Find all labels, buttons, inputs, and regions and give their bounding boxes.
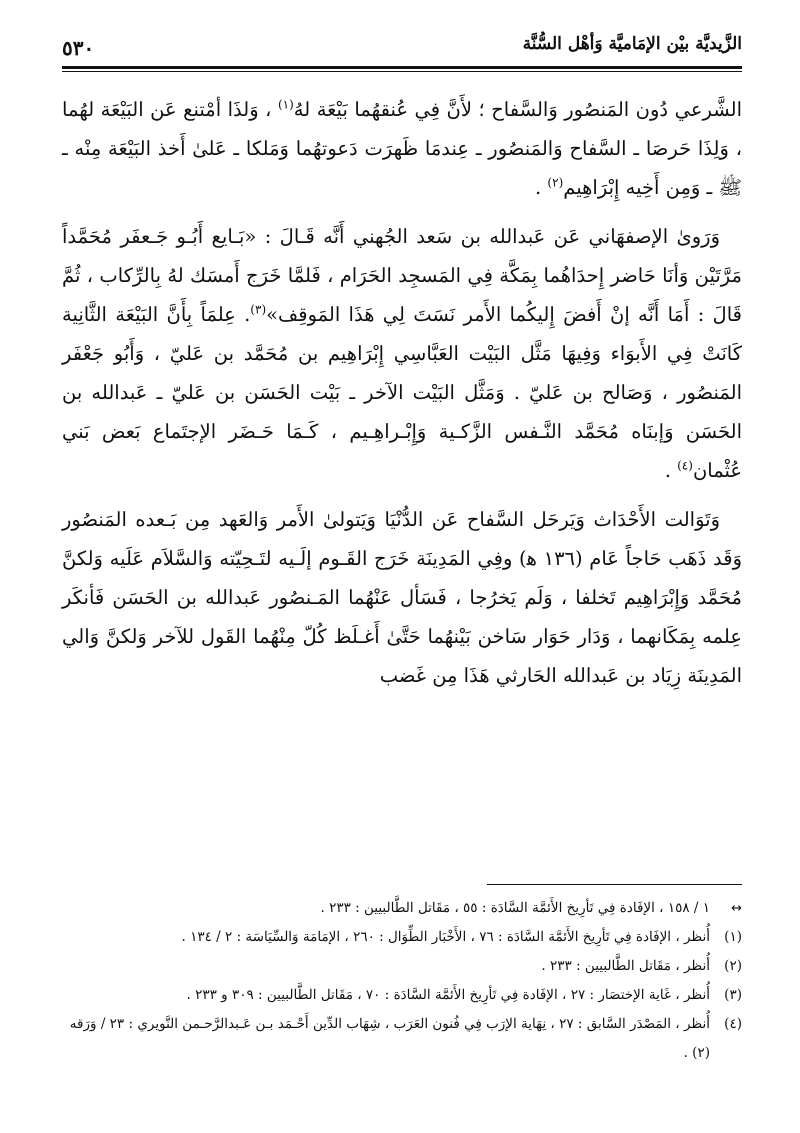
paragraph-2-part-1: وَرَوىٰ الإصفهَاني عَن عَبدالله بن سَعد الجُهني أَنَّه قَـالَ : «بَـايع أَبُـو جَـعفَر مُحَمَّداً مَرَّتَيْن وَأنَا حَاضر إِحدَاهُما بِمَكَّة فِي المَسجِد الحَرَام ، فَلمَّا خَرَج أَمسَك لهُ بِالرِّكاب ، ثُمَّ قَالَ : أَمَا أَنَّه إنْ أَفضَ إِليكُما الأَمر نَسَتَ لِي هَذَا المَوقِف» — [62, 225, 742, 326]
footnote-text: أُنظر ، غَاية الإختصَار : ٢٧ ، الإفَادة فِي تَأرِيخ الأَئمَّة السَّادَة : ٧٠ ، مَقَاتل الطَّالبيين : ٣٠٩ و ٢٣٣ . — [186, 987, 710, 1003]
footnotes — [62, 894, 742, 1068]
footnote-number: (١) — [724, 929, 742, 945]
paragraph-1-part-2: ، وَلذَا أمْتنع عَن البَيْعَة لهُما ، وَلِذَا حَرصَا ـ السَّفاح وَالمَنصُور ـ عِندمَا ظَهرَت دَعوتهُما وَمَلكا ـ عَلىٰ أَخذ البَيْعَة مِنْه ـ ﷺ ـ وَمِن أَخِيه إِبْرَاهِيم — [62, 98, 742, 199]
paragraph-2-part-2: . عِلمَاً بِأَنَّ البَيْعَة الثَّانِية كَانَتْ فِي الأَبوَاء وَفِيهَا مَثَّل البَيْت العَبَّاسِي إِبْرَاهِيم بن مُحَمَّد بن عَليّ ، وَأَبُو جَعْفَر المَنصُور ، وَصَالح بن عَليّ . وَمَثَّل البَيْت الآخر ـ بَيْت الحَسَن بن عَليّ ـ عَبدالله بن الحَسَن وَإبنَاه مُحَمَّد النَّـفس الزَّكـية وَإِبْـراهِـيم ، كَـمَا حَـضَر الإجتَماع بَعض بَني عُثْمان — [62, 303, 742, 482]
footnote-ref-4[interactable]: (٤) — [677, 458, 693, 473]
footnote-3 — [62, 981, 742, 1010]
footnote-number: (٤) — [724, 1016, 742, 1032]
footnote-text: أُنظر ، الإفَادة فِي تَأرِيخ الأَئمَّة السَّادَة : ٧٦ ، الأَخْبَار الطِّوَال : ٢٦٠ ، الإمَامَة وَالسِّيَاسَة : ٢ / ١٣٤ . — [181, 929, 710, 945]
page-number: ٥٣٠ — [62, 36, 95, 60]
footnote-separator — [487, 884, 742, 885]
footnote-text: ١ / ١٥٨ ، الإفَادة فِي تَأرِيخ الأَئمَّة السَّادَة : ٥٥ ، مَقَاتل الطَّالبيين : ٢٣٣ . — [320, 900, 710, 916]
paragraph-1-part-3: . — [535, 176, 542, 199]
footnote-text: أُنظر ، المَصْدَر السَّابق : ٢٧ ، نِهَاية الإرَب فِي فُنون العَرَب ، شِهَاب الدِّين أَحْـمَد بـن عَـبدالرَّحـمن النَّويري : ٢٣ / وَرَقه (٢) . — [69, 1016, 710, 1061]
running-title: الزَّيديَّة بيْن الإمَاميَّة وَأهْل السُّنَّة — [522, 34, 742, 54]
main-text — [62, 90, 742, 705]
footnote-ref-2[interactable]: (٢) — [547, 175, 564, 190]
footnote-text: أُنظر ، مَقَاتل الطَّالبيين : ٢٣٣ . — [541, 958, 710, 974]
header-rule — [62, 66, 742, 69]
continuation-arrow-icon: ↔ — [731, 901, 742, 916]
footnote-2 — [62, 952, 742, 981]
paragraph-2 — [62, 217, 742, 490]
footnote-number: (٣) — [724, 987, 742, 1003]
footnote-1 — [62, 923, 742, 952]
paragraph-1-part-1: الشَّرعي دُون المَنصُور وَالسَّفاح ؛ لأَنَّ فِي عُنقهُما بَيْعَة لهُ — [293, 98, 743, 121]
page-header — [62, 28, 742, 64]
book-page — [62, 28, 742, 1113]
paragraph-3: وَتَوَالت الأَحْدَاث وَيَرحَل السَّفاح عَن الدُّنْيَا وَيَتولىٰ الأَمر وَالعَهد مِن بَـعده المَنصُور وَقَد ذَهَب حَاجاً عَام (١٣٦ ه‍) وفِي المَدِينَة خَرَج القَـوم إلَـيه لتَـحِيّته وَالسَّلاَم عَلَيه وَلكنَّ مُحَمَّد وَإِبْرَاهِيم تَخلفا ، وَلَم يَخرُجا ، فَسَأل عَنْهُما المَـنصُور عَبدالله بن الحَسَن فَأنكَر عِلمه بِمَكَانهما ، وَدَار حَوَار سَاخن بَيْنهُما حَتَّىٰ أَغـلَظ كُلّ مِنْهُما القَول للآخر وَلكنَّ وَالي المَدِينَة زِيَاد بن عَبدالله الحَارثي هَذَا مِن غَضب — [62, 508, 742, 687]
footnote-continuation — [62, 894, 742, 923]
footnote-ref-3[interactable]: (٣) — [250, 302, 267, 317]
footnote-number: (٢) — [724, 958, 742, 974]
paragraph-2-part-3: . — [664, 459, 671, 482]
header-rule-thin — [62, 71, 742, 72]
footnote-4 — [62, 1010, 742, 1068]
footnote-ref-1[interactable]: (١) — [277, 97, 294, 112]
paragraph-1 — [62, 90, 742, 207]
